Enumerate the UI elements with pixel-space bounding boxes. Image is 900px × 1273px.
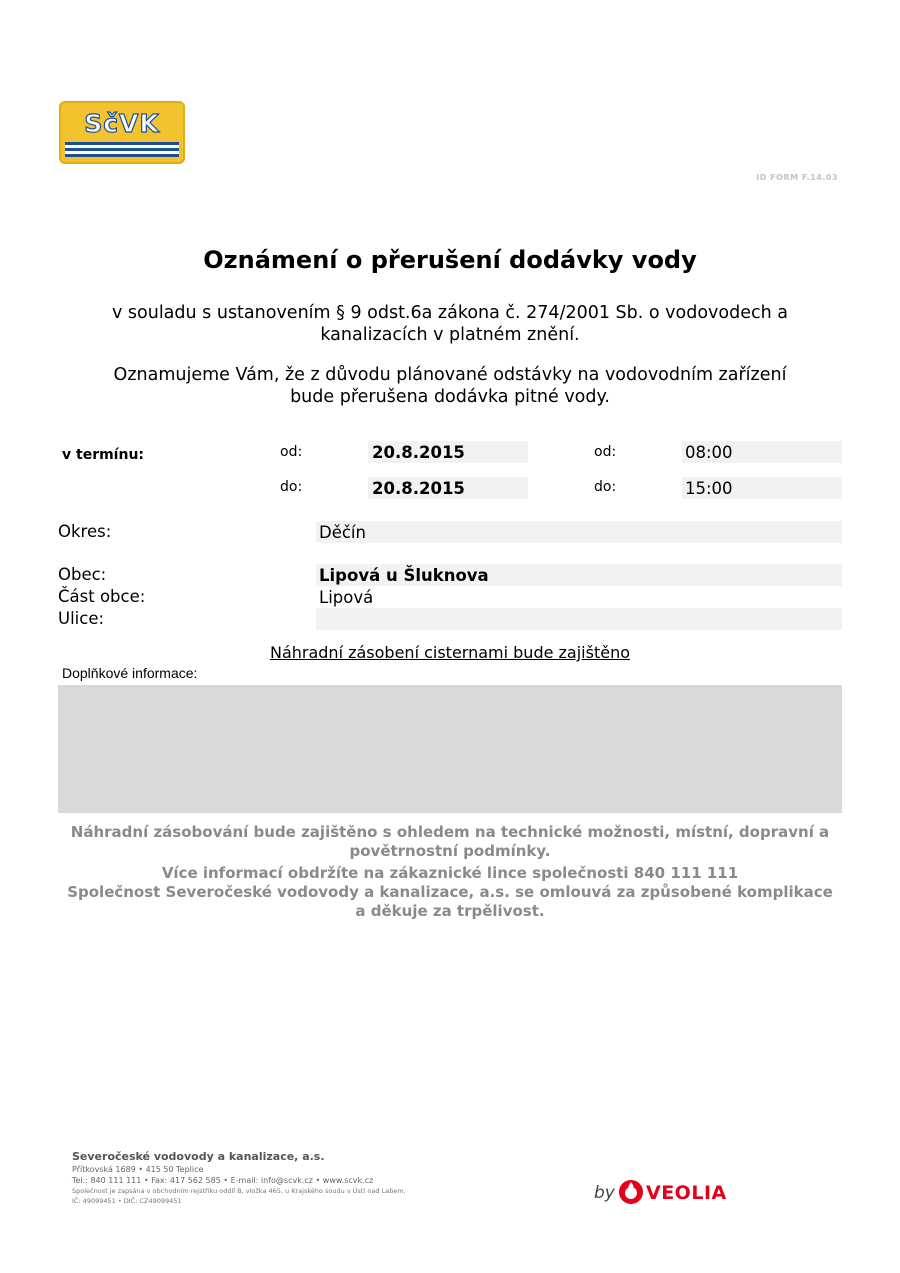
- notice-text: Oznamujeme Vám, že z důvodu plánované odstávky na vodovodním zařízení bude přerušena dodávka pitné vody.: [113, 365, 787, 407]
- date-to-label: do:: [280, 479, 303, 495]
- footer-contacts: Tel.: 840 111 111 • Fax: 417 562 585 • E-mail: info@scvk.cz • www.scvk.cz: [72, 1176, 374, 1185]
- obec-label: Obec:: [58, 565, 107, 584]
- legal-intro: v souladu s ustanovením § 9 odst.6a zákona č. 274/2001 Sb. o vodovodech a kanalizacích v platném znění.: [111, 303, 788, 345]
- okres-label: Okres:: [58, 522, 112, 541]
- term-label: v termínu:: [62, 447, 145, 463]
- veolia-emblem-icon: [618, 1178, 644, 1206]
- additional-info-box: [58, 685, 842, 813]
- date-from-field: 20.8.2015: [368, 441, 528, 463]
- scvk-logo: [59, 101, 185, 164]
- logo-wordmark: SčVK: [65, 108, 179, 140]
- cast-obce-field: Lipová: [319, 588, 374, 607]
- ulice-label: Ulice:: [58, 609, 105, 628]
- obec-field: Lipová u Šluknova: [316, 564, 842, 586]
- date-from-label: od:: [280, 444, 303, 460]
- veolia-wordmark: VEOLIA: [646, 1182, 727, 1204]
- form-id: ID FORM F.14.03: [756, 173, 838, 182]
- contact-apology-note: Více informací obdržíte na zákaznické lince společnosti 840 111 111 Společnost Severočeské vodovody a kanalizace, a.s. se omlouvá za způsobené komplikace a děkuje za trpělivost.: [67, 864, 833, 920]
- time-to-field: 15:00: [682, 477, 842, 499]
- time-from-label: od:: [594, 444, 617, 460]
- ulice-field: [316, 608, 842, 630]
- time-to-label: do:: [594, 479, 617, 495]
- footer-company: Severočeské vodovody a kanalizace, a.s.: [72, 1150, 325, 1163]
- footer-ids: IČ: 49099451 • DIČ: CZ49099451: [72, 1197, 182, 1205]
- cast-obce-label: Část obce:: [58, 587, 146, 606]
- okres-field: Děčín: [316, 521, 842, 543]
- footer-address: Přítkovská 1689 • 415 50 Teplice: [72, 1165, 204, 1174]
- substitute-supply-notice: Náhradní zásobení cisternami bude zajištěno: [269, 643, 631, 662]
- time-from-field: 08:00: [682, 441, 842, 463]
- supply-conditions-note: Náhradní zásobování bude zajištěno s ohledem na technické možnosti, místní, dopravní a povětrnostní podmínky.: [70, 823, 830, 860]
- footer-registry: Společnost je zapsána v obchodním rejstříku oddíl B, vložka 465, u Krajského soudu v Ústí nad Labem.: [72, 1187, 406, 1195]
- veolia-by: by: [594, 1183, 615, 1203]
- page-title: Oznámení o přerušení dodávky vody: [203, 246, 697, 274]
- date-to-field: 20.8.2015: [368, 477, 528, 499]
- additional-info-label: Doplňkové informace:: [62, 665, 198, 681]
